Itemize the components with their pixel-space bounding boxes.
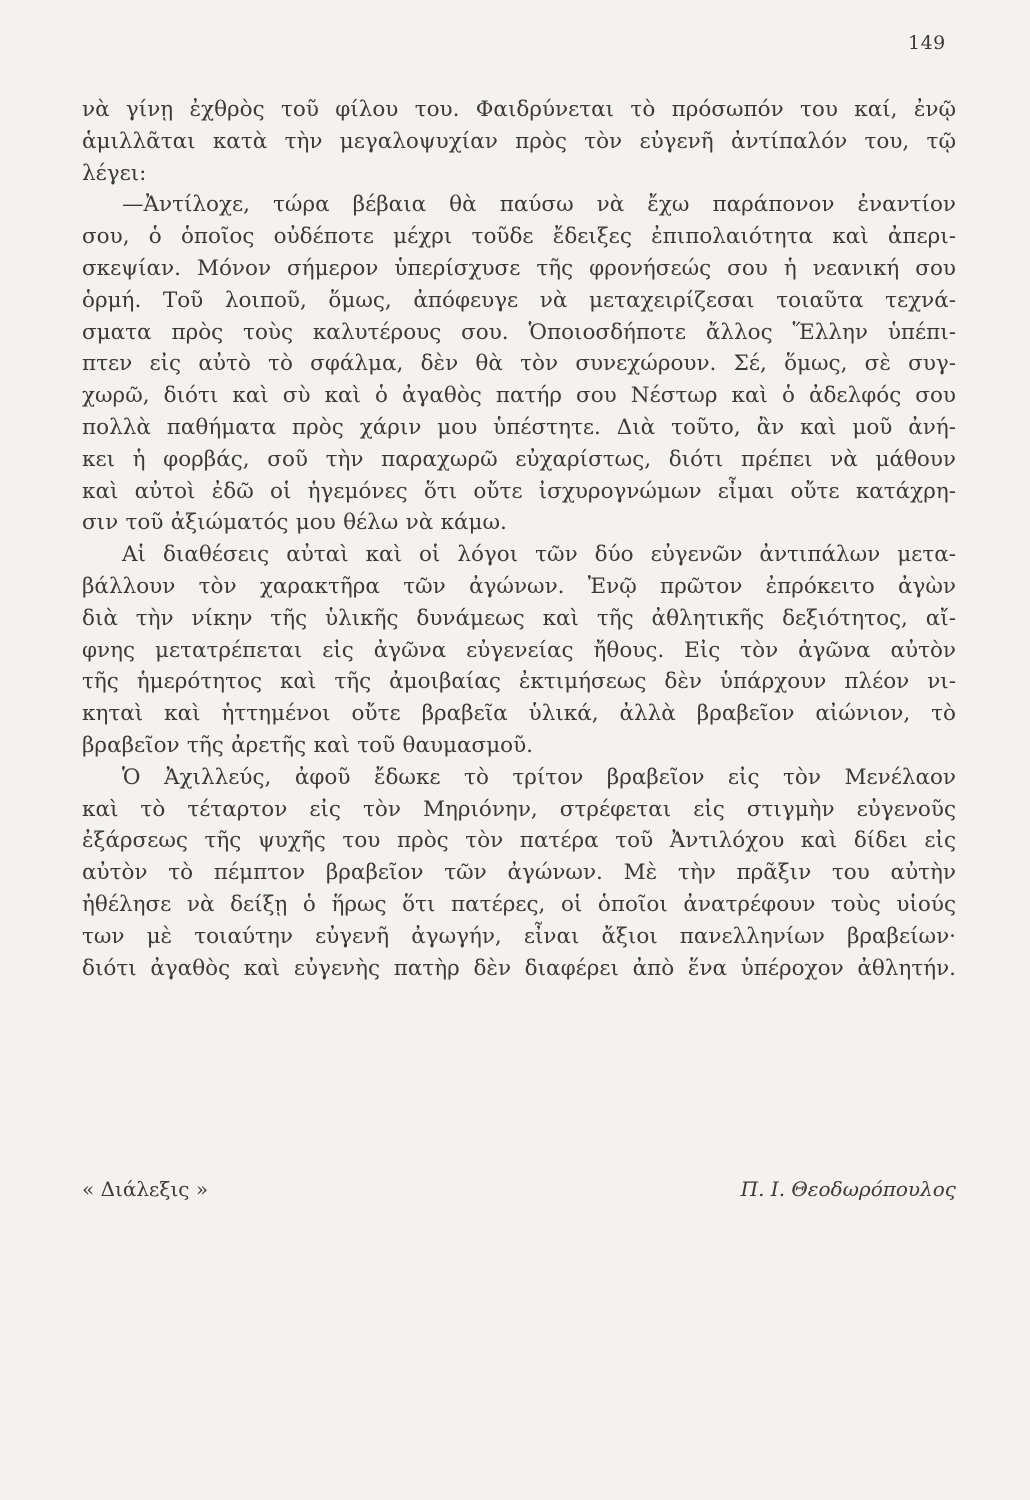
text-line: πολλὰ παθήματα πρὸς χάριν μου ὑπέστητε. Διὰ τοῦτο, ἂν καὶ μοῦ ἀνή- <box>82 414 956 440</box>
text-line: ἐξάρσεως τῆς ψυχῆς του πρὸς τὸν πατέρα τοῦ Ἀντιλόχου καὶ δίδει εἰς <box>82 828 956 854</box>
text-line: σιν τοῦ ἀξιώματός μου θέλω νὰ κάμω. <box>82 510 507 536</box>
paragraph-1 <box>82 94 956 189</box>
text-line: βραβεῖον τῆς ἀρετῆς καὶ τοῦ θαυμασμοῦ. <box>82 732 534 758</box>
text-line: σου, ὁ ὁποῖος οὐδέποτε μέχρι τοῦδε ἔδειξες ἐπιπολαιότητα καὶ ἀπερι- <box>82 224 956 250</box>
text-line: ἠθέλησε νὰ δείξῃ ὁ ἥρως ὅτι πατέρες, οἱ ὁποῖοι ἀνατρέφουν τοὺς υἱούς <box>82 891 956 917</box>
text-line: των μὲ τοιαύτην εὐγενῆ ἀγωγήν, εἶναι ἄξιοι πανελληνίων βραβείων· <box>82 923 956 949</box>
body-text <box>82 94 956 984</box>
text-line: διὰ τὴν νίκην τῆς ὑλικῆς δυνάμεως καὶ τῆς ἀθλητικῆς δεξιότητος, αἴ- <box>82 605 956 631</box>
text-line: διότι ἀγαθὸς καὶ εὐγενὴς πατὴρ δὲν διαφέρει ἀπὸ ἕνα ὑπέροχον ἀθλητήν. <box>82 955 956 981</box>
text-line: καὶ τὸ τέταρτον εἰς τὸν Μηριόνην, στρέφεται εἰς στιγμὴν εὐγενοῦς <box>82 796 956 822</box>
text-line: καὶ αὐτοὶ ἐδῶ οἱ ἡγεμόνες ὅτι οὔτε ἰσχυρογνώμων εἶμαι οὔτε κατάχρη- <box>82 478 956 504</box>
text-line: ὁρμή. Τοῦ λοιποῦ, ὅμως, ἀπόφευγε νὰ μεταχειρίζεσαι τοιαῦτα τεχνά- <box>82 287 956 313</box>
text-line: φνης μετατρέπεται εἰς ἀγῶνα εὐγενείας ἤθους. Εἰς τὸν ἀγῶνα αὐτὸν <box>82 637 956 663</box>
text-line: κηταὶ καὶ ἡττημένοι οὔτε βραβεῖα ὑλικά, ἀλλὰ βραβεῖον αἰώνιον, τὸ <box>82 701 956 727</box>
text-line: Αἱ διαθέσεις αὐταὶ καὶ οἱ λόγοι τῶν δύο εὐγενῶν ἀντιπάλων μετα- <box>122 542 956 568</box>
text-line: χωρῶ, διότι καὶ σὺ καὶ ὁ ἀγαθὸς πατήρ σου Νέστωρ καὶ ὁ ἀδελφός σου <box>82 383 956 409</box>
source-citation: « Διάλεξις » <box>82 1177 209 1201</box>
author-signature: Π. Ι. Θεοδωρόπουλος <box>740 1177 956 1201</box>
text-line: νὰ γίνῃ ἐχθρὸς τοῦ φίλου του. Φαιδρύνεται τὸ πρόσωπόν του καί, ἐνῷ <box>82 97 956 122</box>
text-line: τῆς ἡμερότητος καὶ τῆς ἀμοιβαίας ἐκτιμήσεως δὲν ὑπάρχουν πλέον νι- <box>82 669 956 695</box>
paragraph-2 <box>82 189 956 539</box>
paragraph-3 <box>82 539 956 762</box>
text-line: λέγει: <box>82 160 147 186</box>
text-line: πτεν εἰς αὐτὸ τὸ σφάλμα, δὲν θὰ τὸν συνεχώρουν. Σέ, ὅμως, σὲ συγ- <box>82 351 956 377</box>
text-line: κει ἡ φορβάς, σοῦ τὴν παραχωρῶ εὐχαρίστως, διότι πρέπει νὰ μάθουν <box>82 446 956 472</box>
text-line: βάλλουν τὸν χαρακτῆρα τῶν ἀγώνων. Ἐνῷ πρῶτον ἐπρόκειτο ἀγὼν <box>82 573 956 599</box>
page-number: 149 <box>908 32 946 54</box>
footer <box>82 1177 956 1209</box>
text-line: αὐτὸν τὸ πέμπτον βραβεῖον τῶν ἀγώνων. Μὲ τὴν πρᾶξιν του αὐτὴν <box>82 860 956 886</box>
text-line: σματα πρὸς τοὺς καλυτέρους σου. Ὁποιοσδήποτε ἄλλος Ἕλλην ὑπέπι- <box>82 319 956 345</box>
text-line: σκεψίαν. Μόνον σήμερον ὑπερίσχυσε τῆς φρονήσεώς σου ἡ νεανική σου <box>82 255 956 281</box>
paragraph-4 <box>82 762 956 985</box>
text-line: Ὁ Ἀχιλλεύς, ἀφοῦ ἔδωκε τὸ τρίτον βραβεῖον εἰς τὸν Μενέλαον <box>122 764 956 790</box>
text-line: —Ἀντίλοχε, τώρα βέβαια θὰ παύσω νὰ ἔχω παράπονον ἐναντίον <box>122 192 956 218</box>
text-line: ἁμιλλᾶται κατὰ τὴν μεγαλοψυχίαν πρὸς τὸν εὐγενῆ ἀντίπαλόν του, τῷ <box>82 128 956 154</box>
